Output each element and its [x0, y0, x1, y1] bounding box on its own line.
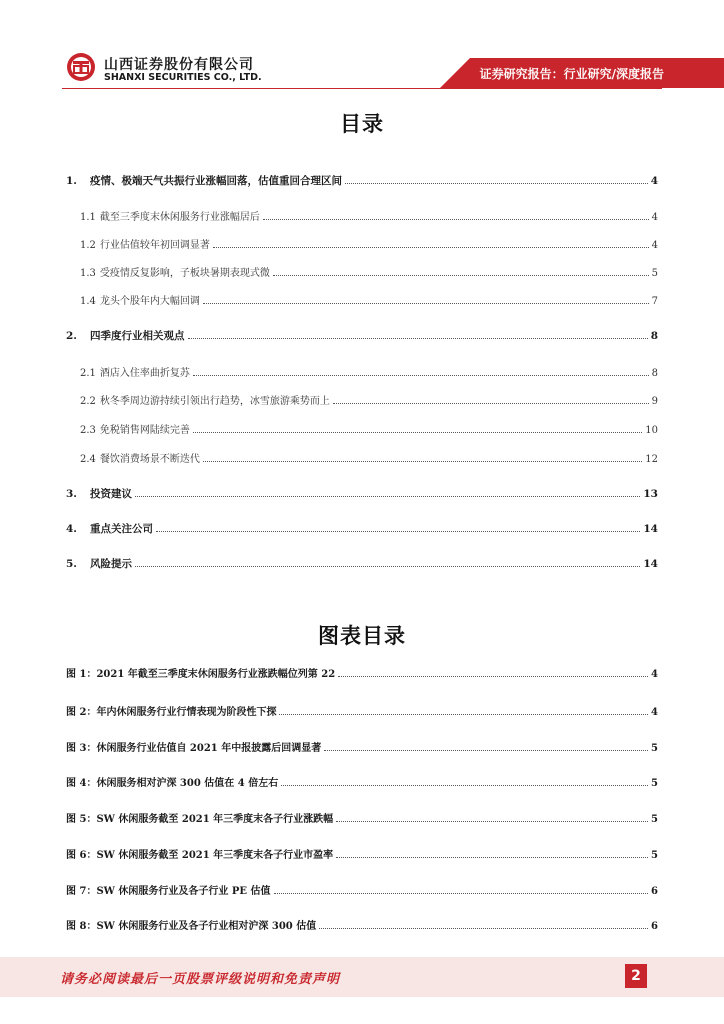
figure-entry[interactable]: [0, 665, 724, 680]
figure-entry-title: 年内休闲服务行业行情表现为阶段性下探: [96, 707, 277, 718]
toc-entry[interactable]: [0, 392, 724, 407]
toc-entry-title: 行业估值较年初回调显著: [99, 240, 210, 251]
figure-entry[interactable]: [0, 774, 724, 789]
toc-entry-number: 1.: [66, 175, 77, 187]
dot-leader: [135, 566, 640, 567]
toc-entry-page: 4: [651, 212, 658, 223]
toc-entry-number: 2.3: [80, 425, 96, 436]
toc-entry-number: 2.1: [80, 368, 96, 379]
figures-toc-title: 图表目录: [318, 623, 406, 648]
dot-leader: [203, 461, 642, 462]
figure-entry[interactable]: [0, 882, 724, 897]
figure-entry-title: SW 休闲服务行业及各子行业 PE 估值: [96, 886, 271, 897]
toc-entry-title: 疫情、极端天气共振行业涨幅回落，估值重回合理区间: [90, 175, 342, 187]
dot-leader: [263, 219, 649, 220]
company-name-cn: 山西证券股份有限公司: [104, 57, 254, 73]
figure-entry-page: 5: [651, 850, 658, 861]
dot-leader: [336, 821, 648, 822]
figure-entry[interactable]: [0, 846, 724, 861]
dot-leader: [281, 785, 648, 786]
toc-entry-title: 龙头个股年内大幅回调: [99, 296, 200, 307]
figure-entry-label: 图 8：: [66, 921, 97, 932]
toc-entry-number: 1.3: [80, 268, 96, 279]
dot-leader: [135, 496, 640, 497]
figure-entry[interactable]: [0, 917, 724, 932]
toc-entry[interactable]: [0, 450, 724, 465]
figure-entry-label: 图 7：: [66, 886, 97, 897]
toc-entry-page: 8: [650, 330, 658, 342]
toc-entry-number: 1.4: [80, 296, 96, 307]
dot-leader: [324, 750, 648, 751]
figure-entry-label: 图 4：: [66, 778, 97, 789]
toc-entry-title: 投资建议: [90, 488, 132, 500]
toc-entry-number: 3.: [66, 488, 77, 500]
figure-entry-page: 4: [651, 707, 658, 718]
toc-entry-page: 5: [651, 268, 658, 279]
toc-entry[interactable]: [0, 292, 724, 307]
toc-entry-title: 酒店入住率曲折复苏: [99, 368, 190, 379]
toc-entry[interactable]: [0, 364, 724, 379]
toc-entry-number: 1.2: [80, 240, 96, 251]
toc-entry-number: 2.: [66, 330, 77, 342]
toc-entry-title: 四季度行业相关观点: [90, 330, 185, 342]
toc-entry-number: 4.: [66, 523, 77, 535]
figure-entry-page: 6: [651, 921, 658, 932]
toc-entry-page: 13: [643, 488, 658, 500]
toc-entry-title: 截至三季度末休闲服务行业涨幅居后: [99, 212, 260, 223]
figure-entry-label: 图 3：: [66, 743, 97, 754]
report-type-label: 证券研究报告：行业研究/深度报告: [479, 67, 664, 81]
dot-leader: [279, 714, 648, 715]
dot-leader: [345, 183, 648, 184]
dot-leader: [273, 275, 649, 276]
figure-entry-title: 休闲服务行业估值自 2021 年中报披露后回调显著: [96, 743, 322, 754]
toc-entry-page: 4: [651, 240, 658, 251]
toc-entry[interactable]: [0, 236, 724, 251]
page-number: 2: [625, 964, 647, 988]
figure-entry[interactable]: [0, 739, 724, 754]
figure-entry-page: 4: [651, 669, 658, 680]
figure-entry-title: 休闲服务相对沪深 300 估值在 4 倍左右: [96, 778, 279, 789]
toc-entry[interactable]: [0, 556, 724, 571]
toc-entry-title: 免税销售网陆续完善: [99, 425, 190, 436]
figure-entry-title: SW 休闲服务行业及各子行业相对沪深 300 估值: [96, 921, 317, 932]
toc-entry-title: 重点关注公司: [90, 523, 153, 535]
dot-leader: [333, 403, 649, 404]
page-header: [0, 0, 724, 110]
toc-entry[interactable]: [0, 521, 724, 536]
toc-title: 目录: [340, 111, 384, 136]
disclaimer-text: 请务必阅读最后一页股票评级说明和免责声明: [60, 972, 341, 987]
company-name-en: SHANXI SECURITIES CO., LTD.: [104, 72, 262, 83]
toc-entry-page: 4: [650, 175, 658, 187]
figure-entry-title: SW 休闲服务截至 2021 年三季度末各子行业涨跌幅: [96, 814, 334, 825]
dot-leader: [213, 247, 649, 248]
figure-entry-label: 图 5：: [66, 814, 97, 825]
company-logo-icon: [66, 52, 96, 82]
toc-entry[interactable]: [0, 421, 724, 436]
toc-entry[interactable]: [0, 486, 724, 501]
figure-entry[interactable]: [0, 703, 724, 718]
figure-entry-page: 5: [651, 814, 658, 825]
toc-entry[interactable]: [0, 208, 724, 223]
dot-leader: [319, 928, 648, 929]
dot-leader: [188, 338, 648, 339]
dot-leader: [156, 531, 640, 532]
toc-entry-page: 14: [643, 558, 658, 570]
toc-entry[interactable]: [0, 264, 724, 279]
dot-leader: [193, 432, 642, 433]
dot-leader: [336, 857, 648, 858]
toc-entry-page: 7: [651, 296, 658, 307]
figure-entry-label: 图 6：: [66, 850, 97, 861]
dot-leader: [203, 303, 649, 304]
figure-entry-title: SW 休闲服务截至 2021 年三季度末各子行业市盈率: [96, 850, 334, 861]
header-divider: [62, 88, 662, 89]
toc-entry-page: 8: [651, 368, 658, 379]
dot-leader: [338, 676, 648, 677]
toc-entry-number: 2.2: [80, 396, 96, 407]
dot-leader: [274, 893, 649, 894]
toc-entry-title: 风险提示: [90, 558, 132, 570]
toc-entry[interactable]: [0, 328, 724, 343]
figure-entry-label: 图 2：: [66, 707, 97, 718]
toc-entry-page: 9: [651, 396, 658, 407]
toc-entry[interactable]: [0, 173, 724, 188]
figure-entry-page: 5: [651, 778, 658, 789]
toc-entry-number: 5.: [66, 558, 77, 570]
figure-entry[interactable]: [0, 810, 724, 825]
dot-leader: [193, 375, 649, 376]
toc-entry-number: 1.1: [80, 212, 96, 223]
figure-entry-label: 图 1：: [66, 669, 97, 680]
toc-entry-title: 受疫情反复影响，子板块暑期表现式微: [99, 268, 270, 279]
figure-entry-title: 2021 年截至三季度末休闲服务行业涨跌幅位列第 22: [96, 669, 336, 680]
toc-entry-page: 12: [645, 454, 658, 465]
toc-entry-page: 14: [643, 523, 658, 535]
figure-entry-page: 6: [651, 886, 658, 897]
figure-entry-page: 5: [651, 743, 658, 754]
toc-entry-title: 餐饮消费场景不断迭代: [99, 454, 200, 465]
toc-entry-page: 10: [645, 425, 658, 436]
toc-entry-title: 秋冬季周边游持续引领出行趋势，冰雪旅游乘势而上: [99, 396, 330, 407]
toc-entry-number: 2.4: [80, 454, 96, 465]
